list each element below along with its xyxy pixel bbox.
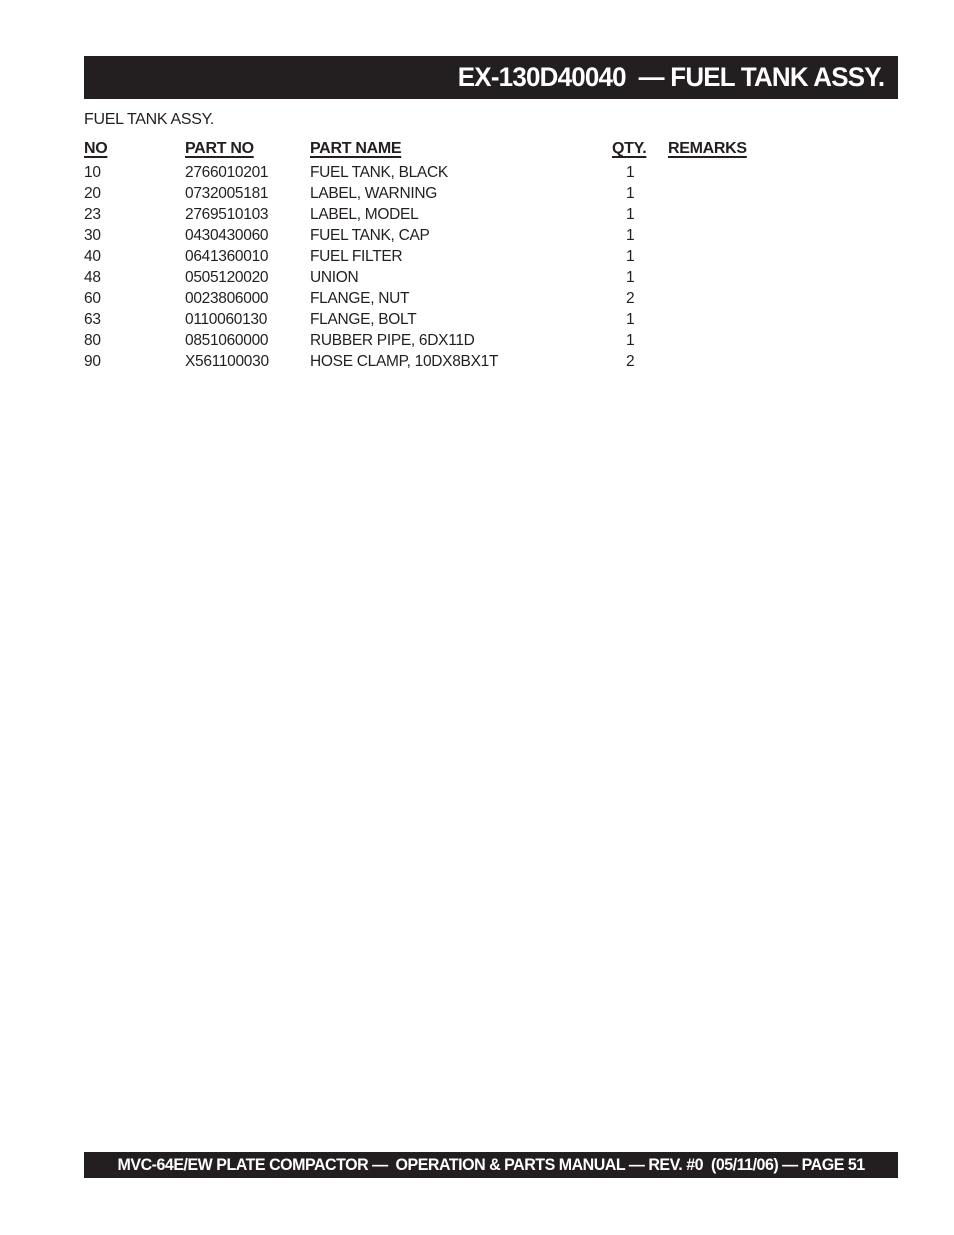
cell-qty: 2 — [626, 353, 635, 370]
cell-part-name: FUEL TANK, CAP — [310, 227, 430, 244]
cell-part-name: HOSE CLAMP, 10DX8BX1T — [310, 353, 499, 370]
cell-part-name: FLANGE, BOLT — [310, 311, 417, 328]
cell-qty: 1 — [626, 269, 635, 286]
cell-qty: 1 — [626, 206, 635, 223]
column-header-qty: QTY. — [612, 140, 647, 157]
parts-table-header — [84, 138, 870, 162]
cell-no: 80 — [84, 332, 101, 349]
page-footer-bar — [84, 1152, 898, 1178]
cell-remarks — [668, 351, 870, 372]
cell-part-name: RUBBER PIPE, 6DX11D — [310, 332, 475, 349]
footer-text: MVC-64E/EW PLATE COMPACTOR — OPERATION & PARTS MANUAL — REV. #0 (05/11/06) — PAGE 51 — [117, 1155, 865, 1174]
cell-remarks — [668, 204, 870, 225]
cell-remarks — [668, 309, 870, 330]
cell-part-no: 0851060000 — [185, 332, 269, 349]
cell-no: 63 — [84, 311, 101, 328]
section-label: FUEL TANK ASSY. — [84, 111, 215, 128]
table-row — [84, 351, 870, 372]
cell-remarks — [668, 330, 870, 351]
cell-part-name: FLANGE, NUT — [310, 290, 410, 307]
cell-part-no: 0505120020 — [185, 269, 269, 286]
table-row — [84, 288, 870, 309]
column-header-part-no: PART NO — [185, 140, 254, 157]
cell-part-no: 2769510103 — [185, 206, 269, 223]
cell-no: 23 — [84, 206, 101, 223]
cell-qty: 1 — [626, 164, 635, 181]
cell-qty: 1 — [626, 185, 635, 202]
table-row — [84, 267, 870, 288]
cell-no: 48 — [84, 269, 101, 286]
header-row — [84, 138, 870, 162]
table-row — [84, 330, 870, 351]
table-row — [84, 225, 870, 246]
cell-no: 40 — [84, 248, 101, 265]
cell-remarks — [668, 288, 870, 309]
cell-no: 10 — [84, 164, 101, 181]
cell-part-no: X561100030 — [185, 353, 269, 370]
table-row — [84, 309, 870, 330]
parts-table-body — [84, 162, 870, 372]
cell-part-no: 0023806000 — [185, 290, 269, 307]
cell-part-no: 0430430060 — [185, 227, 269, 244]
cell-no: 60 — [84, 290, 101, 307]
cell-remarks — [668, 183, 870, 204]
cell-part-no: 2766010201 — [185, 164, 269, 181]
column-header-remarks: REMARKS — [668, 140, 747, 157]
cell-no: 90 — [84, 353, 101, 370]
cell-qty: 1 — [626, 248, 635, 265]
cell-part-name: FUEL FILTER — [310, 248, 403, 265]
cell-no: 20 — [84, 185, 101, 202]
table-row — [84, 204, 870, 225]
cell-remarks — [668, 162, 870, 183]
cell-part-name: UNION — [310, 269, 359, 286]
table-row — [84, 246, 870, 267]
page-title-bar — [84, 56, 898, 99]
cell-qty: 1 — [626, 227, 635, 244]
cell-remarks — [668, 225, 870, 246]
cell-remarks — [668, 246, 870, 267]
cell-part-name: FUEL TANK, BLACK — [310, 164, 448, 181]
cell-qty: 1 — [626, 332, 635, 349]
cell-part-name: LABEL, MODEL — [310, 206, 419, 223]
page-title: EX-130D40040 — FUEL TANK ASSY. — [457, 62, 884, 92]
table-row — [84, 183, 870, 204]
cell-remarks — [668, 267, 870, 288]
cell-no: 30 — [84, 227, 101, 244]
cell-qty: 2 — [626, 290, 635, 307]
parts-table — [84, 138, 870, 372]
cell-qty: 1 — [626, 311, 635, 328]
cell-part-no: 0641360010 — [185, 248, 269, 265]
table-row — [84, 162, 870, 183]
cell-part-name: LABEL, WARNING — [310, 185, 438, 202]
cell-part-no: 0732005181 — [185, 185, 269, 202]
cell-part-no: 0110060130 — [185, 311, 268, 328]
column-header-part-name: PART NAME — [310, 140, 402, 157]
column-header-no: NO — [84, 140, 108, 157]
